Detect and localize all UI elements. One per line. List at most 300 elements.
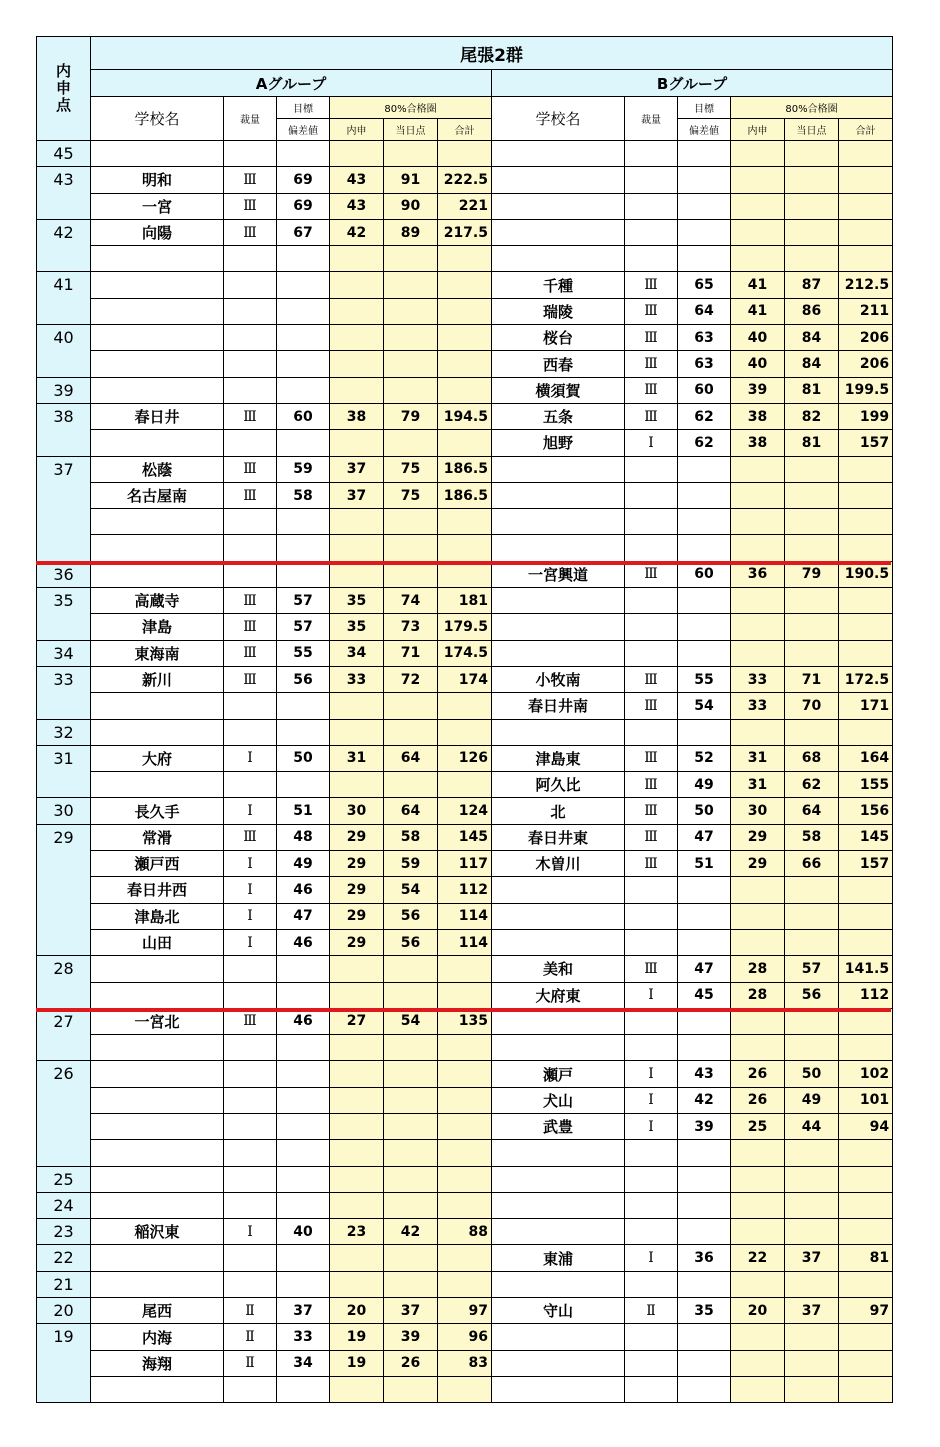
group-b-sairyo: Ⅱ [625, 1298, 678, 1324]
group-a-sairyo: Ⅱ [224, 1298, 277, 1324]
group-a-tojitsu [384, 982, 438, 1008]
group-b-tojitsu [785, 1376, 839, 1402]
group-b-sairyo: Ⅰ [625, 1113, 678, 1139]
naishin-score: 32 [37, 719, 91, 745]
group-a-tojitsu [384, 719, 438, 745]
group-a-naishin [330, 141, 384, 167]
a-pass-zone-header: 80%合格圏 [330, 97, 492, 119]
group-b-naishin [731, 1376, 785, 1402]
table-row [37, 246, 893, 272]
group-a-tojitsu: 56 [384, 903, 438, 929]
group-b-hensachi: 39 [678, 1113, 731, 1139]
group-a-gokei [438, 1113, 492, 1139]
group-a-sairyo [224, 509, 277, 535]
group-b-school-name [492, 535, 625, 561]
group-a-tojitsu: 75 [384, 456, 438, 482]
group-a-tojitsu [384, 693, 438, 719]
group-a-naishin: 30 [330, 798, 384, 824]
group-b-tojitsu [785, 588, 839, 614]
group-b-hensachi [678, 929, 731, 955]
group-b-gokei [839, 929, 893, 955]
naishin-score: 43 [37, 167, 91, 220]
group-b-sairyo [625, 1219, 678, 1245]
group-a-gokei [438, 509, 492, 535]
naishin-score: 41 [37, 272, 91, 325]
group-a-hensachi: 47 [277, 903, 330, 929]
group-a-gokei [438, 1166, 492, 1192]
group-b-tojitsu [785, 877, 839, 903]
group-b-gokei [839, 877, 893, 903]
group-b-naishin: 26 [731, 1061, 785, 1087]
group-b-naishin: 25 [731, 1113, 785, 1139]
group-b-hensachi: 62 [678, 430, 731, 456]
group-b-hensachi: 47 [678, 824, 731, 850]
group-b-naishin [731, 1035, 785, 1061]
group-b-hensachi [678, 1271, 731, 1297]
group-b-naishin: 41 [731, 298, 785, 324]
table-row [37, 824, 893, 850]
group-a-hensachi [277, 1087, 330, 1113]
group-a-tojitsu [384, 561, 438, 587]
naishin-score: 28 [37, 956, 91, 1009]
group-b-gokei: 112 [839, 982, 893, 1008]
group-a-hensachi [277, 246, 330, 272]
group-b-sairyo: Ⅲ [625, 666, 678, 692]
group-b-gokei [839, 167, 893, 193]
group-b-school-name [492, 193, 625, 219]
naishin-score: 45 [37, 141, 91, 167]
group-a-gokei: 114 [438, 929, 492, 955]
group-b-naishin [731, 1192, 785, 1218]
group-a-tojitsu [384, 298, 438, 324]
group-a-gokei [438, 1245, 492, 1271]
group-a-school-name [91, 430, 224, 456]
group-a-school-name: 海翔 [91, 1350, 224, 1376]
group-b-sairyo: Ⅰ [625, 1087, 678, 1113]
group-b-naishin: 31 [731, 772, 785, 798]
group-b-hensachi [678, 1192, 731, 1218]
group-b-gokei [839, 640, 893, 666]
group-a-naishin: 38 [330, 403, 384, 429]
group-b-naishin [731, 141, 785, 167]
group-a-gokei: 194.5 [438, 403, 492, 429]
group-a-gokei [438, 246, 492, 272]
group-a-sairyo: Ⅰ [224, 798, 277, 824]
group-b-gokei [839, 219, 893, 245]
group-b-naishin: 22 [731, 1245, 785, 1271]
group-a-school-name: 新川 [91, 666, 224, 692]
group-a-naishin [330, 693, 384, 719]
group-b-school-name: 武豊 [492, 1113, 625, 1139]
group-a-gokei [438, 1192, 492, 1218]
group-a-hensachi [277, 772, 330, 798]
group-b-gokei [839, 482, 893, 508]
group-b-naishin [731, 877, 785, 903]
group-a-hensachi: 46 [277, 877, 330, 903]
group-a-gokei [438, 325, 492, 351]
group-a-gokei [438, 1376, 492, 1402]
group-b-sairyo [625, 141, 678, 167]
hensachi-table [36, 36, 893, 1403]
group-b-school-name [492, 929, 625, 955]
group-a-gokei [438, 1140, 492, 1166]
group-b-hensachi [678, 903, 731, 929]
table-row [37, 535, 893, 561]
group-b-hensachi [678, 1166, 731, 1192]
group-a-sairyo: Ⅲ [224, 193, 277, 219]
group-b-sairyo [625, 614, 678, 640]
group-b-hensachi: 52 [678, 745, 731, 771]
group-b-hensachi: 63 [678, 325, 731, 351]
group-b-school-name: 春日井東 [492, 824, 625, 850]
table-row [37, 325, 893, 351]
group-a-gokei: 96 [438, 1324, 492, 1350]
border-line-lower [36, 1008, 891, 1012]
group-a-sairyo [224, 982, 277, 1008]
group-b-sairyo: Ⅰ [625, 430, 678, 456]
group-a-hensachi: 49 [277, 851, 330, 877]
group-a-tojitsu [384, 1166, 438, 1192]
group-a-school-name: 名古屋南 [91, 482, 224, 508]
group-a-school-name [91, 956, 224, 982]
table-row [37, 1035, 893, 1061]
group-a-tojitsu [384, 772, 438, 798]
group-a-hensachi: 40 [277, 1219, 330, 1245]
group-a-tojitsu [384, 956, 438, 982]
group-b-school-name: 阿久比 [492, 772, 625, 798]
group-b-naishin [731, 903, 785, 929]
b-naishin-header: 内申 [731, 119, 785, 141]
group-a-tojitsu [384, 1140, 438, 1166]
group-b-hensachi [678, 1324, 731, 1350]
group-b-sairyo [625, 246, 678, 272]
group-b-tojitsu: 57 [785, 956, 839, 982]
group-a-sairyo: Ⅲ [224, 824, 277, 850]
table-row [37, 588, 893, 614]
group-a-school-name [91, 561, 224, 587]
group-b-tojitsu: 50 [785, 1061, 839, 1087]
group-b-sairyo: Ⅲ [625, 403, 678, 429]
group-a-hensachi: 34 [277, 1350, 330, 1376]
group-a-school-name: 尾西 [91, 1298, 224, 1324]
group-b-sairyo: Ⅲ [625, 377, 678, 403]
group-b-hensachi: 63 [678, 351, 731, 377]
group-b-tojitsu [785, 1140, 839, 1166]
group-b-tojitsu: 82 [785, 403, 839, 429]
a-naishin-header: 内申 [330, 119, 384, 141]
group-b-tojitsu: 71 [785, 666, 839, 692]
group-a-naishin [330, 430, 384, 456]
group-a-gokei: 145 [438, 824, 492, 850]
group-b-tojitsu [785, 640, 839, 666]
group-b-sairyo: Ⅲ [625, 561, 678, 587]
group-a-naishin [330, 272, 384, 298]
group-a-naishin [330, 982, 384, 1008]
group-b-sairyo [625, 482, 678, 508]
naishin-score: 39 [37, 377, 91, 403]
table-row [37, 141, 893, 167]
group-b-naishin [731, 246, 785, 272]
group-a-sairyo [224, 1271, 277, 1297]
group-b-sairyo [625, 219, 678, 245]
group-b-hensachi [678, 719, 731, 745]
group-b-tojitsu [785, 1008, 839, 1034]
group-b-tojitsu [785, 535, 839, 561]
group-a-naishin [330, 561, 384, 587]
border-line-upper [36, 561, 891, 565]
group-a-naishin: 33 [330, 666, 384, 692]
group-a-sairyo [224, 561, 277, 587]
group-b-naishin: 33 [731, 666, 785, 692]
group-b-hensachi: 42 [678, 1087, 731, 1113]
group-a-hensachi [277, 1192, 330, 1218]
group-b-hensachi [678, 535, 731, 561]
group-b-naishin: 28 [731, 982, 785, 1008]
group-b-school-name: 犬山 [492, 1087, 625, 1113]
group-b-tojitsu: 62 [785, 772, 839, 798]
group-b-school-name [492, 877, 625, 903]
group-b-naishin [731, 535, 785, 561]
table-row [37, 1219, 893, 1245]
group-b-naishin: 36 [731, 561, 785, 587]
group-b-sairyo [625, 1192, 678, 1218]
group-b-tojitsu: 44 [785, 1113, 839, 1139]
table-row [37, 666, 893, 692]
group-a-hensachi: 57 [277, 614, 330, 640]
group-a-hensachi: 58 [277, 482, 330, 508]
group-a-tojitsu: 59 [384, 851, 438, 877]
group-a-hensachi [277, 298, 330, 324]
group-b-hensachi: 54 [678, 693, 731, 719]
group-a-tojitsu: 58 [384, 824, 438, 850]
naishin-score: 37 [37, 456, 91, 561]
naishin-score: 42 [37, 219, 91, 272]
group-b-naishin [731, 1219, 785, 1245]
group-b-sairyo [625, 1035, 678, 1061]
group-b-tojitsu [785, 1219, 839, 1245]
group-a-school-name: 春日井西 [91, 877, 224, 903]
group-b-gokei: 102 [839, 1061, 893, 1087]
group-b-gokei: 141.5 [839, 956, 893, 982]
group-a-sairyo [224, 1061, 277, 1087]
group-a-sairyo [224, 377, 277, 403]
group-a-hensachi: 69 [277, 167, 330, 193]
table-row [37, 456, 893, 482]
group-a-naishin [330, 772, 384, 798]
group-b-gokei [839, 509, 893, 535]
table-row [37, 1245, 893, 1271]
table-row [37, 193, 893, 219]
group-a-school-name [91, 351, 224, 377]
table-row [37, 561, 893, 587]
group-a-tojitsu: 91 [384, 167, 438, 193]
group-b-gokei: 101 [839, 1087, 893, 1113]
group-b-tojitsu: 79 [785, 561, 839, 587]
table-row [37, 403, 893, 429]
group-a-school-name [91, 693, 224, 719]
group-b-naishin [731, 509, 785, 535]
group-a-gokei [438, 298, 492, 324]
group-b-hensachi: 47 [678, 956, 731, 982]
group-a-sairyo [224, 141, 277, 167]
group-a-school-name [91, 1061, 224, 1087]
naishin-score: 20 [37, 1298, 91, 1324]
group-a-school-name: 山田 [91, 929, 224, 955]
group-a-naishin: 31 [330, 745, 384, 771]
group-a-gokei: 126 [438, 745, 492, 771]
group-b-school-name [492, 141, 625, 167]
group-b-sairyo: Ⅲ [625, 298, 678, 324]
naishin-column-header: 内 申 点 [37, 37, 91, 141]
group-b-sairyo: Ⅰ [625, 982, 678, 1008]
group-a-school-name [91, 1192, 224, 1218]
group-b-gokei [839, 1140, 893, 1166]
group-b-naishin: 41 [731, 272, 785, 298]
group-a-tojitsu [384, 1113, 438, 1139]
group-a-sairyo: Ⅱ [224, 1324, 277, 1350]
group-a-sairyo [224, 1140, 277, 1166]
group-b-gokei: 190.5 [839, 561, 893, 587]
group-b-sairyo [625, 1324, 678, 1350]
table-row [37, 693, 893, 719]
group-b-gokei: 206 [839, 325, 893, 351]
b-tojitsu-header: 当日点 [785, 119, 839, 141]
group-a-school-name [91, 272, 224, 298]
group-a-tojitsu [384, 509, 438, 535]
group-a-naishin [330, 377, 384, 403]
b-hensachi-header: 偏差値 [678, 119, 731, 141]
group-b-tojitsu [785, 903, 839, 929]
group-b-hensachi: 65 [678, 272, 731, 298]
naishin-score: 31 [37, 745, 91, 798]
b-school-name-header: 学校名 [492, 97, 625, 141]
group-b-school-name: 横須賀 [492, 377, 625, 403]
group-a-tojitsu: 56 [384, 929, 438, 955]
table-row [37, 1298, 893, 1324]
group-a-hensachi [277, 141, 330, 167]
group-b-hensachi: 36 [678, 1245, 731, 1271]
group-a-naishin [330, 1113, 384, 1139]
group-a-hensachi [277, 272, 330, 298]
group-b-hensachi [678, 1140, 731, 1166]
a-mokuhyo-header: 目標 [277, 97, 330, 119]
group-a-naishin: 37 [330, 482, 384, 508]
group-b-naishin: 38 [731, 430, 785, 456]
group-b-school-name [492, 1035, 625, 1061]
group-a-school-name: 向陽 [91, 219, 224, 245]
group-b-sairyo [625, 877, 678, 903]
group-a-hensachi [277, 719, 330, 745]
group-a-gokei: 117 [438, 851, 492, 877]
group-b-hensachi: 62 [678, 403, 731, 429]
group-a-hensachi [277, 956, 330, 982]
group-b-school-name [492, 219, 625, 245]
group-a-gokei [438, 1087, 492, 1113]
group-b-hensachi: 49 [678, 772, 731, 798]
group-a-naishin: 35 [330, 588, 384, 614]
table-row [37, 1350, 893, 1376]
table-row [37, 982, 893, 1008]
b-mokuhyo-header: 目標 [678, 97, 731, 119]
group-a-naishin: 29 [330, 929, 384, 955]
group-a-sairyo: Ⅲ [224, 403, 277, 429]
table-title: 尾張2群 [91, 37, 893, 70]
group-b-tojitsu [785, 1192, 839, 1218]
group-a-naishin: 43 [330, 167, 384, 193]
group-b-gokei [839, 719, 893, 745]
group-b-naishin: 31 [731, 745, 785, 771]
group-b-tojitsu [785, 246, 839, 272]
group-a-sairyo: Ⅲ [224, 640, 277, 666]
group-b-gokei [839, 1271, 893, 1297]
group-b-sairyo: Ⅲ [625, 851, 678, 877]
naishin-score: 26 [37, 1061, 91, 1166]
table-row [37, 1140, 893, 1166]
group-a-sairyo: Ⅰ [224, 1219, 277, 1245]
group-a-naishin: 27 [330, 1008, 384, 1034]
group-a-gokei [438, 1061, 492, 1087]
group-a-sairyo [224, 298, 277, 324]
group-a-school-name: 津島北 [91, 903, 224, 929]
group-b-sairyo [625, 640, 678, 666]
group-a-sairyo [224, 535, 277, 561]
group-b-tojitsu: 87 [785, 272, 839, 298]
group-a-gokei: 221 [438, 193, 492, 219]
group-a-naishin [330, 1061, 384, 1087]
group-b-naishin [731, 1166, 785, 1192]
group-b-gokei [839, 1219, 893, 1245]
group-a-hensachi: 50 [277, 745, 330, 771]
group-a-sairyo [224, 1113, 277, 1139]
group-a-school-name [91, 1376, 224, 1402]
naishin-score: 21 [37, 1271, 91, 1297]
group-a-tojitsu [384, 1087, 438, 1113]
group-b-hensachi [678, 877, 731, 903]
group-b-school-name: 旭野 [492, 430, 625, 456]
group-b-gokei: 157 [839, 851, 893, 877]
group-b-school-name [492, 1140, 625, 1166]
group-b-hensachi [678, 1376, 731, 1402]
group-b-hensachi [678, 1350, 731, 1376]
group-a-school-name [91, 298, 224, 324]
group-a-tojitsu [384, 1035, 438, 1061]
group-a-tojitsu: 79 [384, 403, 438, 429]
naishin-score: 33 [37, 666, 91, 719]
group-a-tojitsu [384, 430, 438, 456]
table-row [37, 509, 893, 535]
group-b-school-name [492, 482, 625, 508]
group-a-gokei [438, 719, 492, 745]
group-a-naishin: 29 [330, 851, 384, 877]
group-a-tojitsu: 74 [384, 588, 438, 614]
group-b-tojitsu [785, 1271, 839, 1297]
group-a-naishin [330, 1166, 384, 1192]
group-a-gokei: 114 [438, 903, 492, 929]
group-b-gokei: 156 [839, 798, 893, 824]
group-b-school-name: 木曽川 [492, 851, 625, 877]
group-a-hensachi: 69 [277, 193, 330, 219]
group-b-gokei [839, 456, 893, 482]
group-a-gokei [438, 351, 492, 377]
group-a-tojitsu [384, 141, 438, 167]
group-a-school-name [91, 141, 224, 167]
group-a-school-name [91, 1166, 224, 1192]
group-a-hensachi: 60 [277, 403, 330, 429]
group-b-gokei [839, 1376, 893, 1402]
group-b-naishin: 20 [731, 1298, 785, 1324]
group-a-school-name [91, 1113, 224, 1139]
group-a-sairyo: Ⅲ [224, 482, 277, 508]
